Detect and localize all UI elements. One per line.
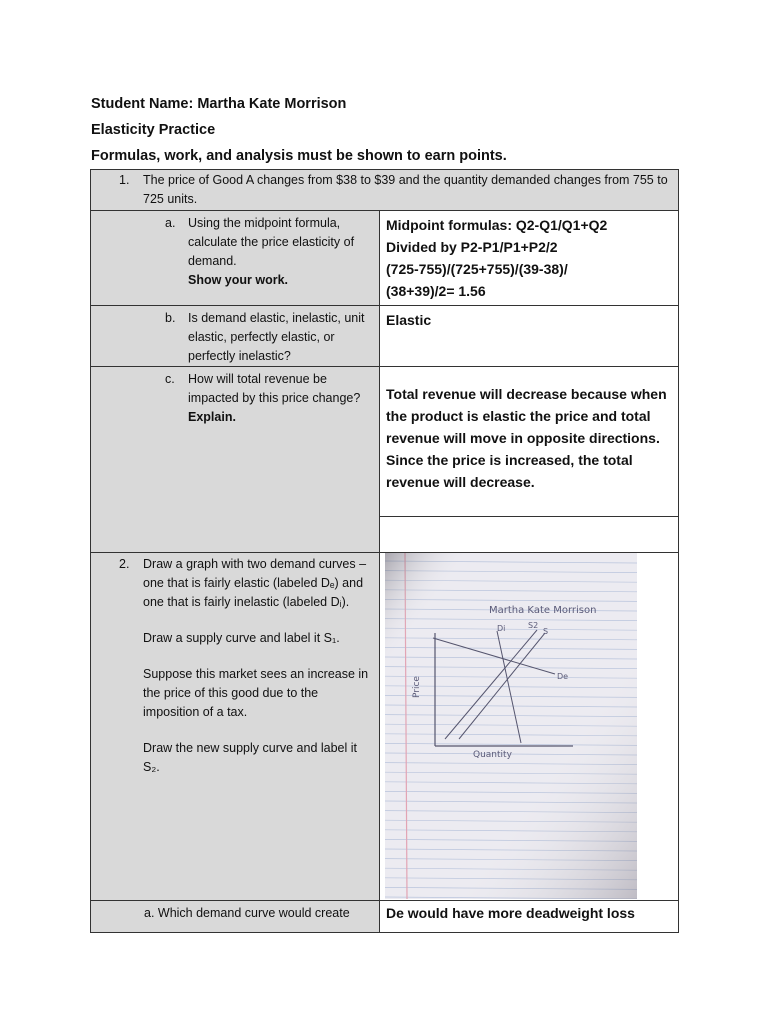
worksheet-table: [90, 169, 679, 933]
photo-shading: [385, 553, 637, 899]
q1c-empty-subcell: [380, 517, 678, 552]
q1c-instruction: Explain.: [188, 410, 236, 424]
worksheet-title: Elasticity Practice: [91, 122, 216, 138]
q2-para-4: Draw the new supply curve and label it S₂.: [143, 741, 358, 774]
q1c-question: How will total revenue be impacted by this price change?: [188, 372, 361, 405]
q2-number: 2.: [119, 557, 130, 571]
q1c-answer: Total revenue will decrease because when the product is elastic the price and total revenue will move in opposite directions. Since the price is increased, the total revenue will decrease.: [386, 386, 667, 490]
q1b-answer-cell: [380, 306, 679, 367]
q2a-answer-cell: [380, 901, 679, 933]
q1a-instruction: Show your work.: [188, 273, 289, 287]
q2a-answer: De would have more deadweight loss: [386, 905, 635, 921]
q1b-answer: Elastic: [386, 312, 432, 328]
q1a-answer-line: (38+39)/2= 1.56: [386, 283, 486, 299]
q1c-letter: c.: [165, 372, 175, 386]
worksheet-instructions: Formulas, work, and analysis must be shown to earn points.: [91, 148, 507, 164]
q1b-question-cell: [91, 306, 380, 367]
q1a-question-cell: [91, 211, 380, 306]
q1a-answer-line: (725-755)/(725+755)/(39-38)/: [386, 261, 568, 277]
q1a-answer-line: Divided by P2-P1/P1+P2/2: [386, 239, 558, 255]
q1c-answer-cell: [380, 367, 679, 553]
student-name: Student Name: Martha Kate Morrison: [91, 96, 347, 112]
graph-photo: [385, 553, 637, 899]
q2a-question: a. Which demand curve would create: [144, 906, 350, 920]
q1-number: 1.: [119, 173, 130, 187]
q1a-answer-line: Midpoint formulas: Q2-Q1/Q1+Q2: [386, 217, 608, 233]
q1c-question-cell: [91, 367, 380, 553]
q1b-letter: b.: [165, 311, 176, 325]
q1a-letter: a.: [165, 216, 176, 230]
q2-para-2: Draw a supply curve and label it S₁.: [143, 631, 340, 645]
graph-sketch: [385, 553, 637, 899]
q2-question-cell: [91, 553, 380, 901]
q1b-question: Is demand elastic, inelastic, unit elastic, perfectly elastic, or perfectly inelastic?: [188, 311, 365, 363]
q2-answer-cell: [380, 553, 679, 901]
q2-para-1: Draw a graph with two demand curves – one that is fairly elastic (labeled Dₑ) and one that is fairly inelastic (labeled Dᵢ).: [143, 557, 367, 609]
q2-para-3: Suppose this market sees an increase in the price of this good due to the imposition of a tax.: [143, 667, 369, 719]
q2a-question-cell: [91, 901, 380, 933]
q1a-answer-cell: [380, 211, 679, 306]
q1-prompt: The price of Good A changes from $38 to $39 and the quantity demanded changes from 755 to 725 units.: [143, 173, 668, 206]
q1a-question: Using the midpoint formula, calculate the price elasticity of demand.: [188, 216, 355, 268]
q1-prompt-cell: [91, 170, 679, 211]
